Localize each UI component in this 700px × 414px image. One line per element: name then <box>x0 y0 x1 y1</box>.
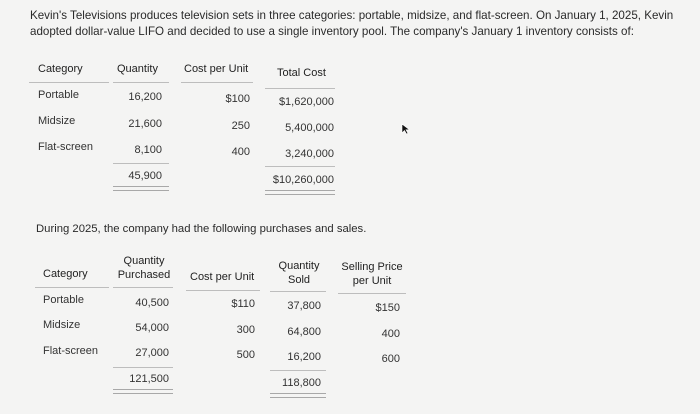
ps-row-portable-price: $150 <box>375 302 400 314</box>
ps-header-underline-category <box>35 287 109 288</box>
inv-row-midsize-quantity: 21,600 <box>128 118 162 130</box>
ps-row-flatscreen-purchased: 27,000 <box>135 347 169 359</box>
ps-row-flatscreen-category: Flat-screen <box>43 345 99 357</box>
ps-row-portable-sold: 37,800 <box>287 300 321 312</box>
inv-total-quantity: 45,900 <box>128 170 162 182</box>
inv-total-cost: $10,260,000 <box>272 174 334 186</box>
inv-row-flatscreen-total: 3,240,000 <box>285 148 334 160</box>
inv-header-cost-per-unit: Cost per Unit <box>184 63 249 75</box>
inv-header-quantity: Quantity <box>117 63 158 75</box>
ps-header-qty-purchased-line2: Purchased <box>117 269 171 281</box>
ps-header-qty-sold-line2: Sold <box>287 274 311 286</box>
inv-row-portable-total: $1,620,000 <box>278 96 334 108</box>
purchases-intro-text: During 2025, the company had the following purchases and sales. <box>36 223 367 235</box>
ps-row-flatscreen-sold: 16,200 <box>287 351 321 363</box>
inv-double-underline-total <box>265 190 335 195</box>
ps-row-flatscreen-price: 600 <box>381 353 400 365</box>
inv-header-total-cost: Total Cost <box>277 67 326 79</box>
inv-row-flatscreen-quantity: 8,100 <box>134 144 162 156</box>
ps-row-midsize-purchased: 54,000 <box>135 322 169 334</box>
ps-row-midsize-category: Midsize <box>43 319 81 331</box>
ps-row-portable-purchased: 40,500 <box>135 297 169 309</box>
inv-header-underline-total <box>265 88 335 89</box>
ps-double-underline-purchased <box>113 389 173 394</box>
ps-sum-line-purchased <box>113 367 173 368</box>
inv-row-portable-quantity: 16,200 <box>128 91 162 103</box>
ps-header-underline-sold <box>270 291 326 292</box>
inv-sum-line-total <box>265 166 335 167</box>
inv-header-underline-quantity <box>113 82 169 83</box>
inv-row-portable-cost: $100 <box>225 93 250 105</box>
inv-row-midsize-category: Midsize <box>38 115 76 127</box>
ps-row-portable-category: Portable <box>43 294 84 306</box>
ps-row-midsize-cost: 300 <box>236 324 255 336</box>
inv-header-category: Category <box>38 63 83 75</box>
ps-header-underline-price <box>338 293 406 294</box>
ps-double-underline-sold <box>270 393 326 398</box>
inv-sum-line-quantity <box>113 163 169 164</box>
intro-paragraph: Kevin's Televisions produces television sets in three categories: portable, midsize, and flat-screen. On January 1, 2025, Kevin adopted dollar-value LIFO and decided to use a single inventory pool. The company's January 1 inventory consists of: <box>30 9 674 38</box>
ps-total-purchased: 121,500 <box>129 373 169 385</box>
inv-header-underline-cost <box>181 82 253 83</box>
ps-header-selling-price-line2: per Unit <box>352 275 392 287</box>
inv-row-flatscreen-cost: 400 <box>231 146 250 158</box>
ps-sum-line-sold <box>270 370 326 371</box>
ps-total-sold: 118,800 <box>282 377 321 389</box>
ps-row-portable-cost: $110 <box>231 298 255 310</box>
inv-row-midsize-total: 5,400,000 <box>285 122 334 134</box>
inv-header-underline-category <box>29 82 109 83</box>
ps-row-flatscreen-cost: 500 <box>236 349 255 361</box>
inv-row-portable-category: Portable <box>38 89 79 101</box>
ps-header-underline-cost <box>186 290 260 291</box>
ps-header-category: Category <box>43 268 88 280</box>
inv-row-midsize-cost: 250 <box>231 120 250 132</box>
inv-double-underline-quantity <box>113 186 169 191</box>
ps-row-midsize-price: 400 <box>381 328 400 340</box>
ps-header-selling-price-line1: Selling Price <box>341 261 403 273</box>
ps-header-cost-per-unit: Cost per Unit <box>190 271 255 283</box>
ps-row-midsize-sold: 64,800 <box>287 326 321 338</box>
ps-header-qty-purchased-line1: Quantity <box>123 255 165 267</box>
ps-header-qty-sold-line1: Quantity <box>278 260 320 272</box>
mouse-cursor-icon <box>401 123 411 135</box>
ps-header-underline-purchased <box>113 287 173 288</box>
inv-row-flatscreen-category: Flat-screen <box>38 141 94 153</box>
